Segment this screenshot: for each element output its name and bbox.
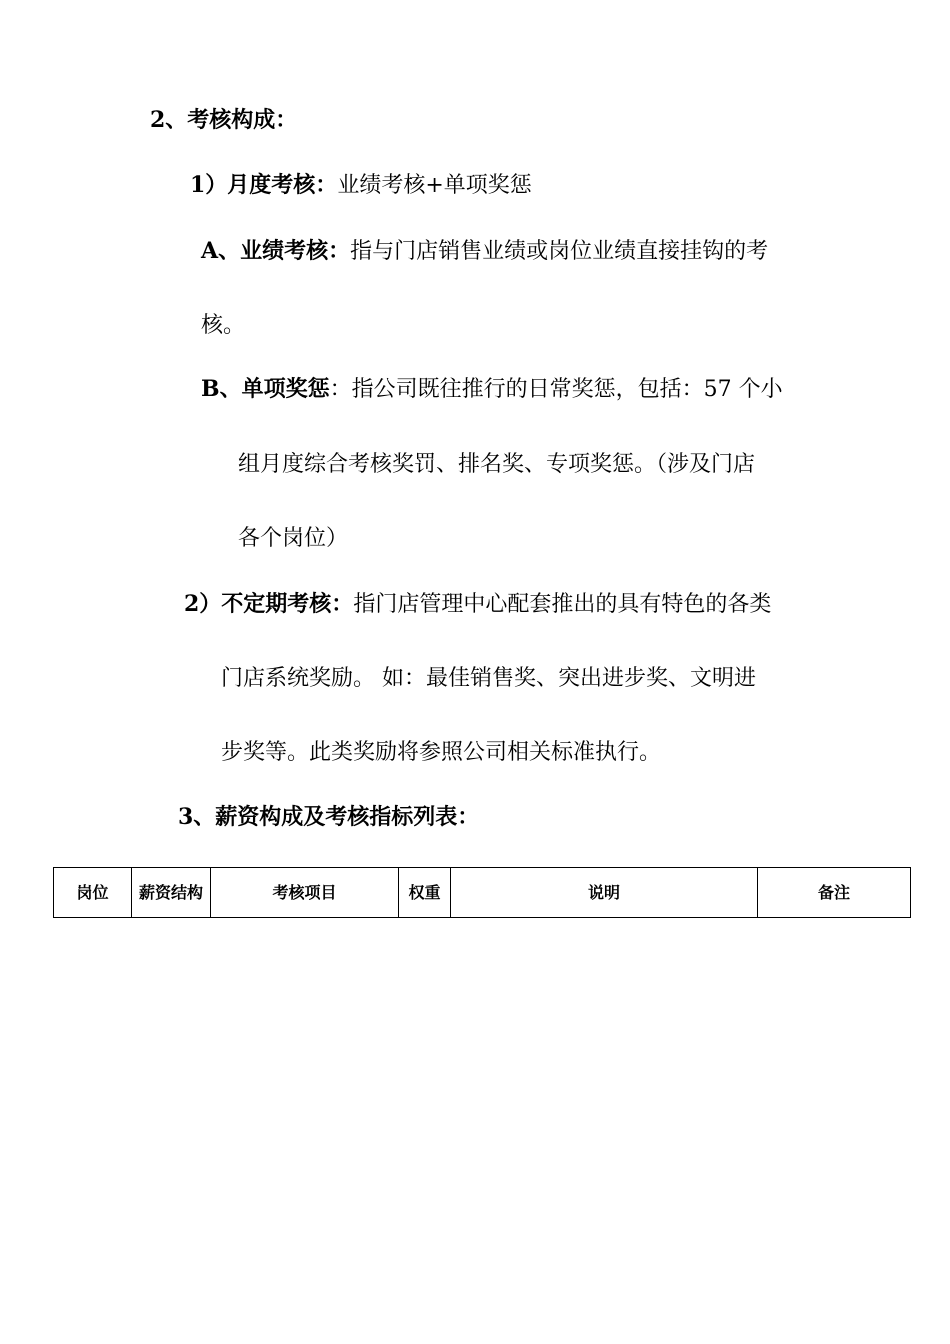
header-assessment-item: 考核项目 xyxy=(211,868,399,918)
salary-table-wrapper xyxy=(53,867,910,918)
monthly-assessment xyxy=(190,170,532,201)
item-a-label: A、业绩考核： xyxy=(201,238,351,264)
section-2-heading: 2、考核构成： xyxy=(150,107,298,133)
irregular-line-3: 步奖等。此类奖励将参照公司相关标准执行。 xyxy=(221,740,662,765)
section-3-heading: 3、薪资构成及考核指标列表： xyxy=(178,804,480,830)
table-header-row xyxy=(54,868,911,918)
item-a-line-1 xyxy=(201,236,768,267)
irregular-line-1 xyxy=(184,589,771,620)
header-description: 说明 xyxy=(451,868,758,918)
irregular-text-1: 指门店管理中心配套推出的具有特色的各类 xyxy=(353,592,772,617)
monthly-assessment-text: 业绩考核+单项奖惩 xyxy=(337,173,532,198)
item-b-text-1: 指公司既往推行的日常奖惩，包括：57 个小 xyxy=(351,377,783,402)
item-b-colon: ： xyxy=(329,377,352,402)
salary-table xyxy=(53,867,911,918)
item-a-line-2: 核。 xyxy=(201,313,246,338)
item-b-line-3: 各个岗位） xyxy=(238,526,349,551)
irregular-line-2: 门店系统奖励。 如：最佳销售奖、突出进步奖、文明进 xyxy=(221,666,756,691)
header-position: 岗位 xyxy=(54,868,132,918)
header-weight: 权重 xyxy=(399,868,451,918)
item-a-text-1: 指与门店销售业绩或岗位业绩直接挂钩的考 xyxy=(350,239,769,264)
irregular-assessment-label: 2）不定期考核： xyxy=(184,591,354,617)
header-salary-structure: 薪资结构 xyxy=(132,868,211,918)
item-b-line-2: 组月度综合考核奖罚、排名奖、专项奖惩。（涉及门店 xyxy=(238,452,756,477)
header-remarks: 备注 xyxy=(758,868,911,918)
item-b-label: B、单项奖惩 xyxy=(201,376,330,402)
item-b-line-1 xyxy=(201,374,783,405)
monthly-assessment-label: 1）月度考核： xyxy=(190,172,338,198)
